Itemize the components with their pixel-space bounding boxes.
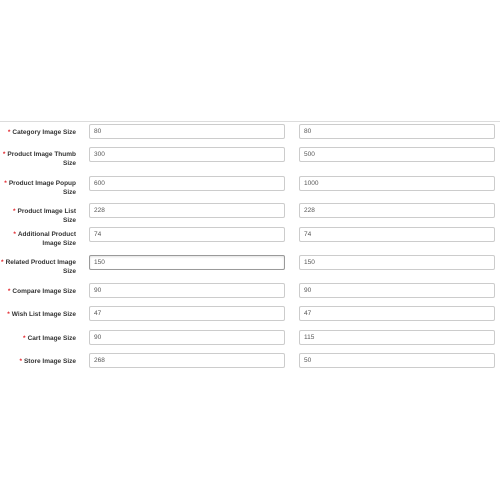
required-marker: *: [7, 288, 11, 295]
cart-image-width-input[interactable]: [89, 330, 285, 345]
wish-list-image-size-label: * Wish List Image Size: [7, 311, 76, 318]
cart-image-size-label: * Cart Image Size: [23, 335, 76, 342]
product-image-list-size-label: * Product Image List Size: [12, 208, 76, 224]
related-product-image-width-input[interactable]: [89, 255, 285, 270]
product-image-list-height-input[interactable]: [299, 203, 495, 218]
required-marker: *: [7, 129, 11, 136]
store-image-height-input[interactable]: [299, 353, 495, 368]
product-image-popup-width-input[interactable]: [89, 176, 285, 191]
required-marker: *: [1, 259, 4, 266]
product-image-list-width-input[interactable]: [89, 203, 285, 218]
required-marker: *: [2, 151, 6, 158]
cart-image-height-input[interactable]: [299, 330, 495, 345]
required-marker: *: [23, 335, 26, 342]
compare-image-size-label: * Compare Image Size: [7, 288, 76, 295]
required-marker: *: [4, 180, 7, 187]
product-image-thumb-width-input[interactable]: [89, 147, 285, 162]
product-image-popup-height-input[interactable]: [299, 176, 495, 191]
category-image-width-input[interactable]: [89, 124, 285, 139]
store-image-size-label: * Store Image Size: [19, 358, 76, 365]
required-marker: *: [19, 358, 22, 365]
additional-product-image-size-label: * Additional Product Image Size: [13, 231, 76, 247]
store-image-width-input[interactable]: [89, 353, 285, 368]
required-marker: *: [13, 231, 16, 238]
category-image-height-input[interactable]: [299, 124, 495, 139]
header-divider: [0, 121, 500, 122]
required-marker: *: [7, 311, 10, 318]
wish-list-image-height-input[interactable]: [299, 306, 495, 321]
compare-image-height-input[interactable]: [299, 283, 495, 298]
additional-product-image-height-input[interactable]: [299, 227, 495, 242]
related-product-image-height-input[interactable]: [299, 255, 495, 270]
product-image-popup-size-label: * Product Image Popup Size: [4, 180, 76, 196]
product-image-thumb-height-input[interactable]: [299, 147, 495, 162]
additional-product-image-width-input[interactable]: [89, 227, 285, 242]
required-marker: *: [12, 208, 16, 215]
product-image-thumb-size-label: * Product Image Thumb Size: [2, 151, 76, 167]
wish-list-image-width-input[interactable]: [89, 306, 285, 321]
related-product-image-size-label: * Related Product Image Size: [1, 259, 76, 275]
compare-image-width-input[interactable]: [89, 283, 285, 298]
category-image-size-label: * Category Image Size: [7, 129, 76, 136]
